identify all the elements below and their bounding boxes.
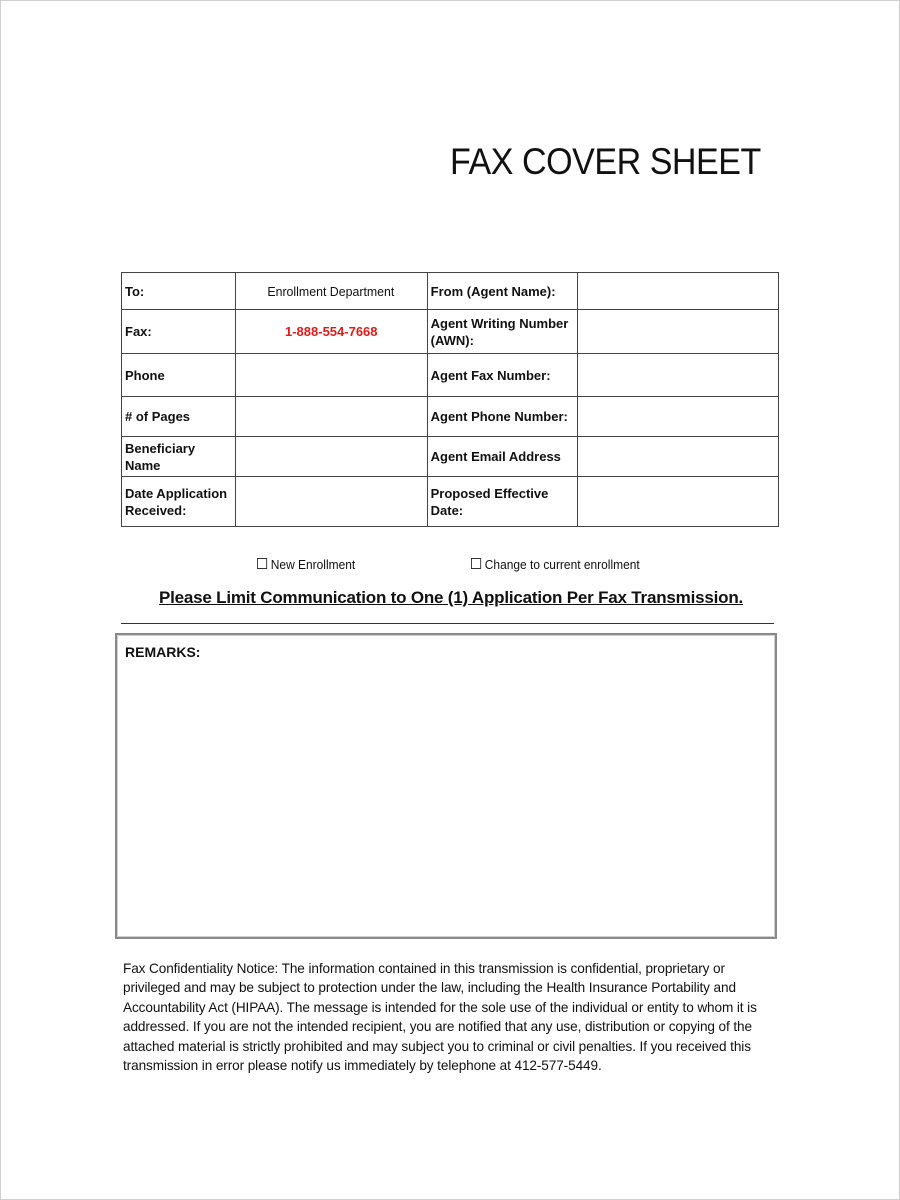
new-enrollment-option[interactable] — [257, 557, 355, 572]
new-enrollment-label: New Enrollment — [270, 557, 356, 572]
date-application-received-label: Date Application Received: — [122, 477, 236, 527]
page-title: FAX COVER SHEET — [450, 141, 761, 182]
date-application-received-field[interactable] — [235, 477, 427, 527]
fax-info-table — [121, 272, 779, 527]
agent-fax-number-label: Agent Fax Number: — [427, 354, 578, 397]
remarks-label: REMARKS: — [125, 644, 201, 660]
fax-label: Fax: — [122, 310, 236, 354]
new-enrollment-checkbox[interactable] — [257, 558, 267, 569]
row-to — [122, 273, 779, 310]
change-enrollment-label: Change to current enrollment — [484, 557, 640, 572]
agent-fax-number-field[interactable] — [578, 354, 779, 397]
number-of-pages-label: # of Pages — [122, 397, 236, 437]
row-beneficiary — [122, 437, 779, 477]
change-enrollment-checkbox[interactable] — [471, 558, 481, 569]
row-pages — [122, 397, 779, 437]
transmission-limit-notice: Please Limit Communication to One (1) Application Per Fax Transmission. — [158, 588, 744, 607]
beneficiary-name-field[interactable] — [235, 437, 427, 477]
number-of-pages-field[interactable] — [235, 397, 427, 437]
to-value[interactable] — [235, 273, 427, 310]
to-value-text: Enrollment Department — [267, 283, 395, 299]
change-enrollment-option[interactable] — [471, 557, 640, 572]
agent-phone-number-label: Agent Phone Number: — [427, 397, 578, 437]
from-agent-name-label: From (Agent Name): — [427, 273, 578, 310]
row-dates — [122, 477, 779, 527]
to-label: To: — [122, 273, 236, 310]
fax-value[interactable] — [235, 310, 427, 354]
agent-writing-number-label: Agent Writing Number (AWN): — [427, 310, 578, 354]
agent-phone-number-field[interactable] — [578, 397, 779, 437]
remarks-box[interactable] — [115, 633, 777, 939]
phone-field[interactable] — [235, 354, 427, 397]
fax-number-text: 1-888-554-7668 — [285, 324, 378, 339]
row-phone — [122, 354, 779, 397]
agent-email-address-field[interactable] — [578, 437, 779, 477]
row-fax — [122, 310, 779, 354]
agent-email-address-label: Agent Email Address — [427, 437, 578, 477]
confidentiality-notice: Fax Confidentiality Notice: The information contained in this transmission is confidential, proprietary or privileged and may be subject to protection under the law, including the Health Insurance Portability and Accountability Act (HIPAA). The message is intended for the sole use of the individual or entity to whom it is addressed. If you are not the intended recipient, you are notified that any use, distribution or copying of the attached material is strictly prohibited and may subject you to criminal or civil penalties. If you received this transmission in error please notify us immediately by telephone at 412-577-5449. — [123, 961, 757, 1074]
section-divider — [121, 623, 774, 624]
proposed-effective-date-field[interactable] — [578, 477, 779, 527]
beneficiary-name-label: Beneficiary Name — [122, 437, 236, 477]
proposed-effective-date-label: Proposed Effective Date: — [427, 477, 578, 527]
agent-writing-number-field[interactable] — [578, 310, 779, 354]
from-agent-name-field[interactable] — [578, 273, 779, 310]
phone-label: Phone — [122, 354, 236, 397]
